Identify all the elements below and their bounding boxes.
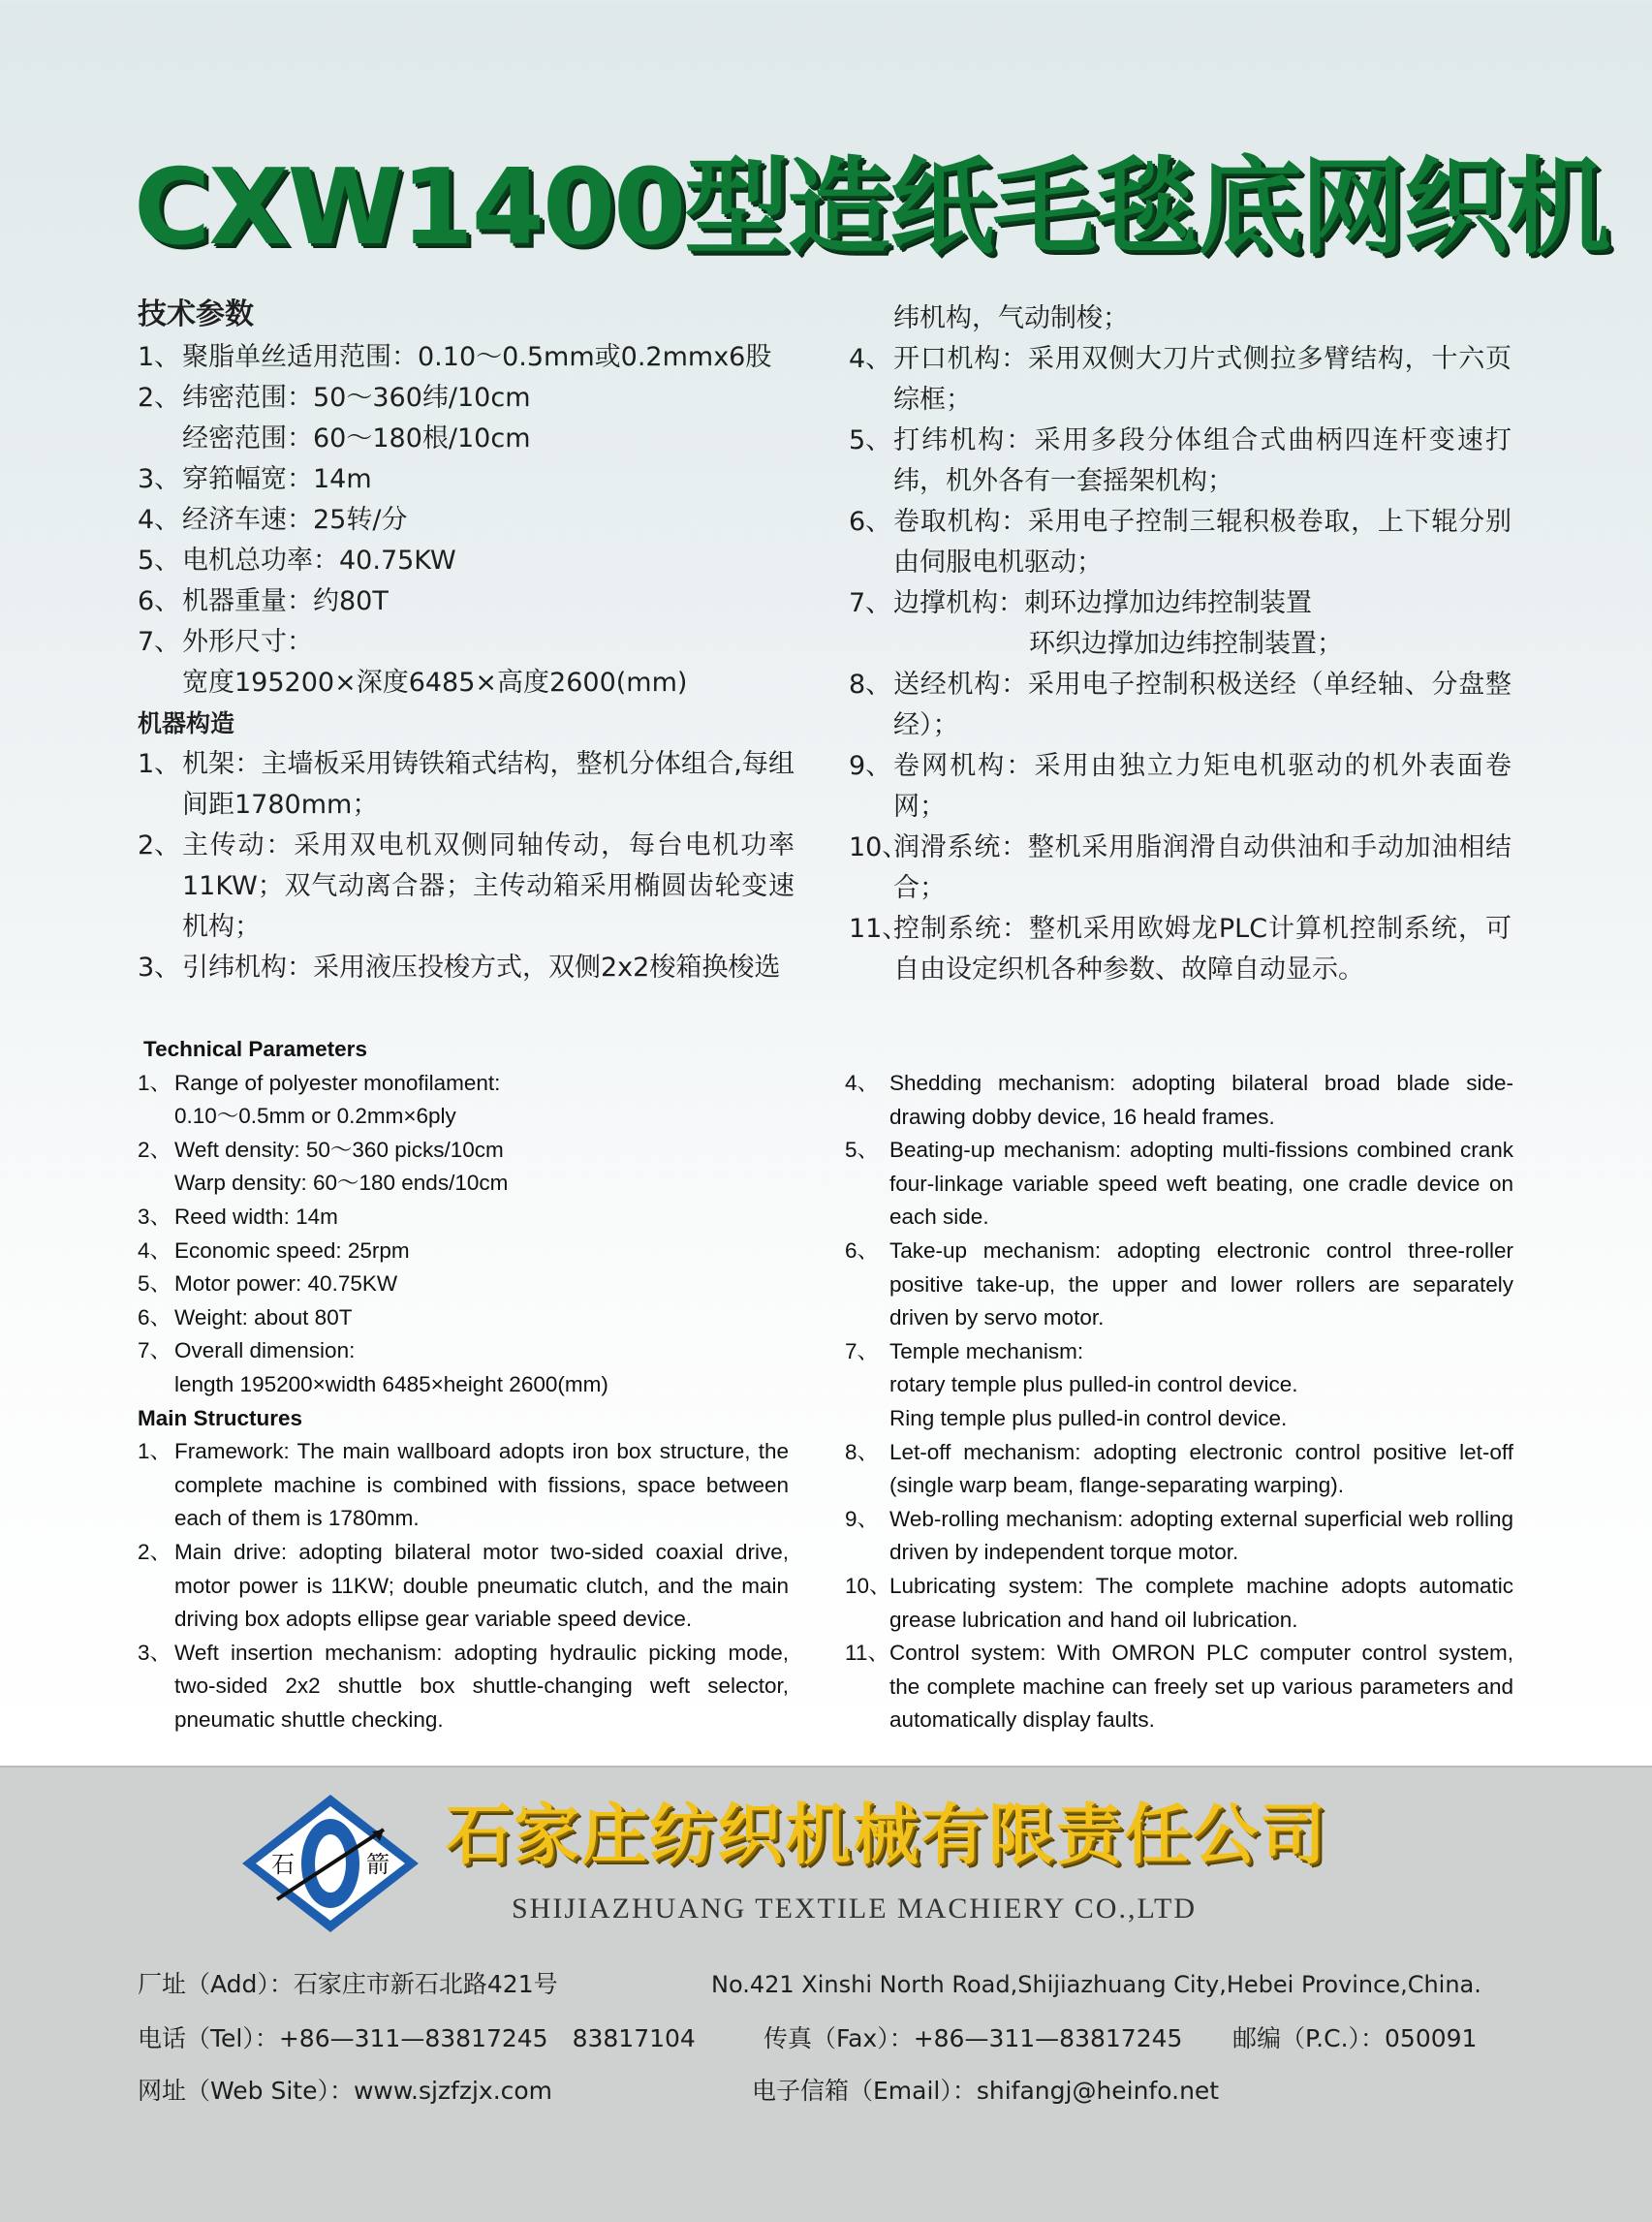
item-number: 7、 xyxy=(138,1338,172,1363)
item-text: Framework: The main wallboard adopts iron box structure, the complete machine is combined with fissions, space between each of them is 1780mm. xyxy=(174,1439,789,1531)
item-text: 纬密范围：50～360纬/10cm xyxy=(182,383,531,413)
item-text: 控制系统：整机采用欧姆龙PLC计算机控制系统，可自由设定织机各种参数、故障自动显示。 xyxy=(893,914,1512,985)
en-params-heading: Technical Parameters xyxy=(143,1037,367,1061)
item-text: Shedding mechanism: adopting bilateral broad blade side-drawing dobby device, 16 heald frames. xyxy=(889,1071,1513,1129)
en-struct-item xyxy=(138,1536,789,1637)
en-struct-list-right xyxy=(845,1067,1513,1737)
email: 电子信箱（Email）：shifangj@heinfo.net xyxy=(752,2077,1220,2105)
item-number: 9、 xyxy=(849,751,892,781)
item-text: Control system: With OMRON PLC computer control system, the complete machine can freely set up various parameters and automatically display faults. xyxy=(889,1641,1513,1733)
item-number: 6、 xyxy=(138,586,181,616)
item-number: 8、 xyxy=(845,1439,880,1464)
cn-struct-continuation: 纬机构，气动制梭； xyxy=(893,303,1129,333)
cn-param-item xyxy=(138,337,795,378)
item-number: 6、 xyxy=(138,1304,172,1330)
item-number: 3、 xyxy=(138,1640,172,1665)
item-text: 卷网机构：采用由独立力矩电机驱动的机外表面卷网； xyxy=(893,751,1512,822)
en-left-column xyxy=(138,1033,789,1737)
telephone: 电话（Tel）：+86—311—83817245 83817104 xyxy=(138,2024,696,2052)
cn-struct-item xyxy=(849,502,1512,583)
address-en: No.421 Xinshi North Road,Shijiazhuang City,Hebei Province,China. xyxy=(711,1971,1481,1998)
cn-struct-item xyxy=(849,828,1512,909)
cn-struct-item xyxy=(849,339,1512,421)
cn-params-list xyxy=(138,337,795,704)
postcode: 邮编（P.C.）：050091 xyxy=(1232,2024,1478,2052)
item-text: 外形尺寸： xyxy=(182,627,313,657)
cn-right-column xyxy=(849,298,1512,990)
item-number: 5、 xyxy=(138,1271,172,1297)
item-text: rotary temple plus pulled-in control device. xyxy=(889,1372,1298,1397)
item-text: Warp density: 60～180 ends/10cm xyxy=(174,1171,509,1196)
item-number: 4、 xyxy=(138,1237,172,1263)
cn-left-column xyxy=(138,295,795,988)
item-text: Main drive: adopting bilateral motor two-sided coaxial drive, motor power is 11KW; double pneumatic clutch, and the main driving box adopts ellipse gear variable speed device. xyxy=(174,1539,789,1632)
item-text: Weft density: 50～360 picks/10cm xyxy=(174,1137,504,1162)
item-number: 8、 xyxy=(849,670,892,700)
item-number: 3、 xyxy=(138,1204,172,1229)
cn-param-item xyxy=(138,541,795,581)
item-number: 1、 xyxy=(138,342,181,372)
en-param-item xyxy=(138,1067,789,1101)
en-struct-item xyxy=(845,1067,1513,1134)
item-number: 10、 xyxy=(845,1573,891,1598)
cn-param-item xyxy=(138,581,795,622)
item-text: 宽度195200×深度6485×高度2600(mm) xyxy=(182,668,688,698)
item-number: 5、 xyxy=(138,546,181,576)
item-text: 打纬机构：采用多段分体组合式曲柄四连杆变速打纬，机外各有一套摇架机构； xyxy=(893,425,1512,496)
en-param-item xyxy=(138,1334,789,1368)
item-text: 卷取机构：采用电子控制三辊积极卷取，上下辊分别由伺服电机驱动； xyxy=(893,507,1512,578)
item-text: Lubricating system: The complete machine adopts automatic grease lubrication and hand oil lubrication. xyxy=(889,1573,1513,1632)
item-text: Reed width: 14m xyxy=(174,1204,338,1229)
item-number: 2、 xyxy=(138,830,181,861)
item-number: 4、 xyxy=(849,344,892,374)
cn-params-heading: 技术参数 xyxy=(138,297,254,331)
item-number: 3、 xyxy=(138,953,181,983)
item-number: 6、 xyxy=(849,507,892,537)
en-struct-item xyxy=(845,1436,1513,1503)
company-name-en: SHIJIAZHUANG TEXTILE MACHIERY CO.,LTD xyxy=(512,1893,1198,1925)
en-struct-item xyxy=(845,1570,1513,1637)
logo-char-right: 箭 xyxy=(366,1851,390,1878)
item-number: 1、 xyxy=(138,1070,172,1095)
item-text: Weft insertion mechanism: adopting hydraulic picking mode, two-sided 2x2 shuttle box shuttle-changing weft selector, pneumatic shuttle checking. xyxy=(174,1640,789,1732)
page-title: CXW1400型造纸毛毯底网织机 xyxy=(134,147,1609,268)
en-struct-heading: Main Structures xyxy=(138,1405,303,1430)
item-text: 润滑系统：整机采用脂润滑自动供油和手动加油相结合； xyxy=(893,832,1512,903)
address-cn: 厂址（Add）：石家庄市新石北路421号 xyxy=(138,1970,558,1998)
cn-struct-item xyxy=(138,948,795,988)
cn-struct-list-right xyxy=(849,339,1512,990)
item-number: 5、 xyxy=(845,1138,880,1163)
en-struct-item xyxy=(138,1435,789,1536)
item-text: 0.10～0.5mm or 0.2mm×6ply xyxy=(174,1104,456,1129)
item-text: 穿筘幅宽：14m xyxy=(182,464,372,494)
item-text: Weight: about 80T xyxy=(174,1304,353,1330)
cn-struct-item xyxy=(849,624,1512,665)
item-text: 电机总功率：40.75KW xyxy=(182,546,456,576)
cn-struct-item xyxy=(849,746,1512,828)
item-text: Economic speed: 25rpm xyxy=(174,1237,410,1263)
en-param-item xyxy=(138,1368,789,1402)
item-number: 9、 xyxy=(845,1506,880,1531)
cn-struct-item xyxy=(849,583,1512,624)
item-number: 7、 xyxy=(138,627,181,657)
item-number: 7、 xyxy=(845,1338,880,1363)
item-number: 2、 xyxy=(138,383,181,413)
item-text: Temple mechanism: xyxy=(889,1338,1084,1363)
en-struct-item xyxy=(845,1134,1513,1235)
en-struct-item xyxy=(845,1503,1513,1570)
item-number: 1、 xyxy=(138,749,181,779)
cn-struct-list-left xyxy=(138,744,795,988)
item-text: Let-off mechanism: adopting electronic control positive let-off (single warp beam, flange-separating warping). xyxy=(889,1439,1513,1498)
company-logo xyxy=(238,1791,422,1936)
item-number: 11、 xyxy=(849,914,909,944)
cn-param-item xyxy=(138,500,795,541)
cn-param-item xyxy=(138,419,795,459)
cn-struct-item xyxy=(849,665,1512,746)
item-number: 10、 xyxy=(849,832,909,862)
item-text: Take-up mechanism: adopting electronic control three-roller positive take-up, the upper and lower rollers are separately driven by servo motor. xyxy=(889,1237,1513,1330)
item-text: 机架：主墙板采用铸铁箱式结构，整机分体组合,每组间距1780mm； xyxy=(182,749,795,820)
item-number: 3、 xyxy=(138,464,181,494)
item-number: 7、 xyxy=(849,588,892,618)
item-number: 11、 xyxy=(845,1641,889,1666)
en-param-item xyxy=(138,1167,789,1201)
item-text: 主传动：采用双电机双侧同轴传动，每台电机功率11KW；双气动离合器；主传动箱采用椭圆齿轮变速机构； xyxy=(182,830,795,942)
item-number: 1、 xyxy=(138,1439,172,1464)
item-text: 边撑机构：刺环边撑加边纬控制装置 xyxy=(893,588,1312,618)
item-text: Ring temple plus pulled-in control device. xyxy=(889,1405,1288,1430)
item-text: 经济车速：25转/分 xyxy=(182,505,408,535)
cn-struct-item xyxy=(849,421,1512,502)
logo-char-left: 石 xyxy=(271,1851,295,1878)
item-number: 5、 xyxy=(849,425,892,455)
item-text: 聚脂单丝适用范围：0.10～0.5mm或0.2mmx6股 xyxy=(182,342,772,372)
item-text: length 195200×width 6485×height 2600(mm) xyxy=(174,1371,608,1396)
en-param-item xyxy=(138,1134,789,1168)
item-text: 经密范围：60～180根/10cm xyxy=(182,423,531,454)
en-param-item xyxy=(138,1267,789,1301)
en-param-item xyxy=(138,1201,789,1235)
cn-struct-heading: 机器构造 xyxy=(138,709,235,737)
item-text: Web-rolling mechanism: adopting external superficial web rolling driven by independent torque motor. xyxy=(889,1506,1513,1565)
en-param-item xyxy=(138,1100,789,1134)
en-params-list xyxy=(138,1067,789,1402)
item-text: 开口机构：采用双侧大刀片式侧拉多臂结构，十六页综框； xyxy=(893,344,1512,415)
cn-struct-item xyxy=(849,909,1512,990)
item-text: 引纬机构：采用液压投梭方式，双侧2x2梭箱换梭选 xyxy=(182,953,781,983)
en-right-column xyxy=(845,1067,1513,1737)
en-struct-item xyxy=(138,1637,789,1737)
fax: 传真（Fax）：+86—311—83817245 xyxy=(764,2024,1183,2052)
cn-param-item xyxy=(138,663,795,704)
cn-param-item xyxy=(138,622,795,663)
item-number: 2、 xyxy=(138,1539,172,1564)
item-text: Motor power: 40.75KW xyxy=(174,1271,398,1297)
cn-param-item xyxy=(138,459,795,500)
item-text: 环织边撑加边纬控制装置； xyxy=(1029,629,1343,659)
item-number: 2、 xyxy=(138,1137,172,1162)
item-text: 送经机构：采用电子控制积极送经（单经轴、分盘整经）； xyxy=(893,670,1512,740)
en-struct-item xyxy=(845,1235,1513,1335)
en-struct-item xyxy=(845,1402,1513,1436)
item-text: 机器重量：约80T xyxy=(182,586,389,616)
cn-struct-item xyxy=(138,826,795,948)
en-struct-list-left xyxy=(138,1435,789,1737)
cn-struct-item xyxy=(138,744,795,826)
en-param-item xyxy=(138,1301,789,1335)
item-number: 4、 xyxy=(138,505,181,535)
item-number: 4、 xyxy=(845,1071,880,1095)
website: 网址（Web Site）：www.sjzfzjx.com xyxy=(138,2077,553,2105)
en-param-item xyxy=(138,1235,789,1268)
item-number: 6、 xyxy=(845,1237,880,1263)
en-struct-item xyxy=(845,1335,1513,1369)
footer xyxy=(0,1766,1652,2222)
en-struct-item xyxy=(845,1637,1513,1737)
company-name-cn: 石家庄纺织机械有限责任公司 xyxy=(446,1798,1328,1874)
item-text: Range of polyester monofilament: xyxy=(174,1070,501,1095)
en-struct-item xyxy=(845,1368,1513,1402)
cn-param-item xyxy=(138,378,795,419)
item-text: Beating-up mechanism: adopting multi-fissions combined crank four-linkage variable speed weft beating, one cradle device on each side. xyxy=(889,1138,1513,1230)
item-text: Overall dimension: xyxy=(174,1338,356,1363)
